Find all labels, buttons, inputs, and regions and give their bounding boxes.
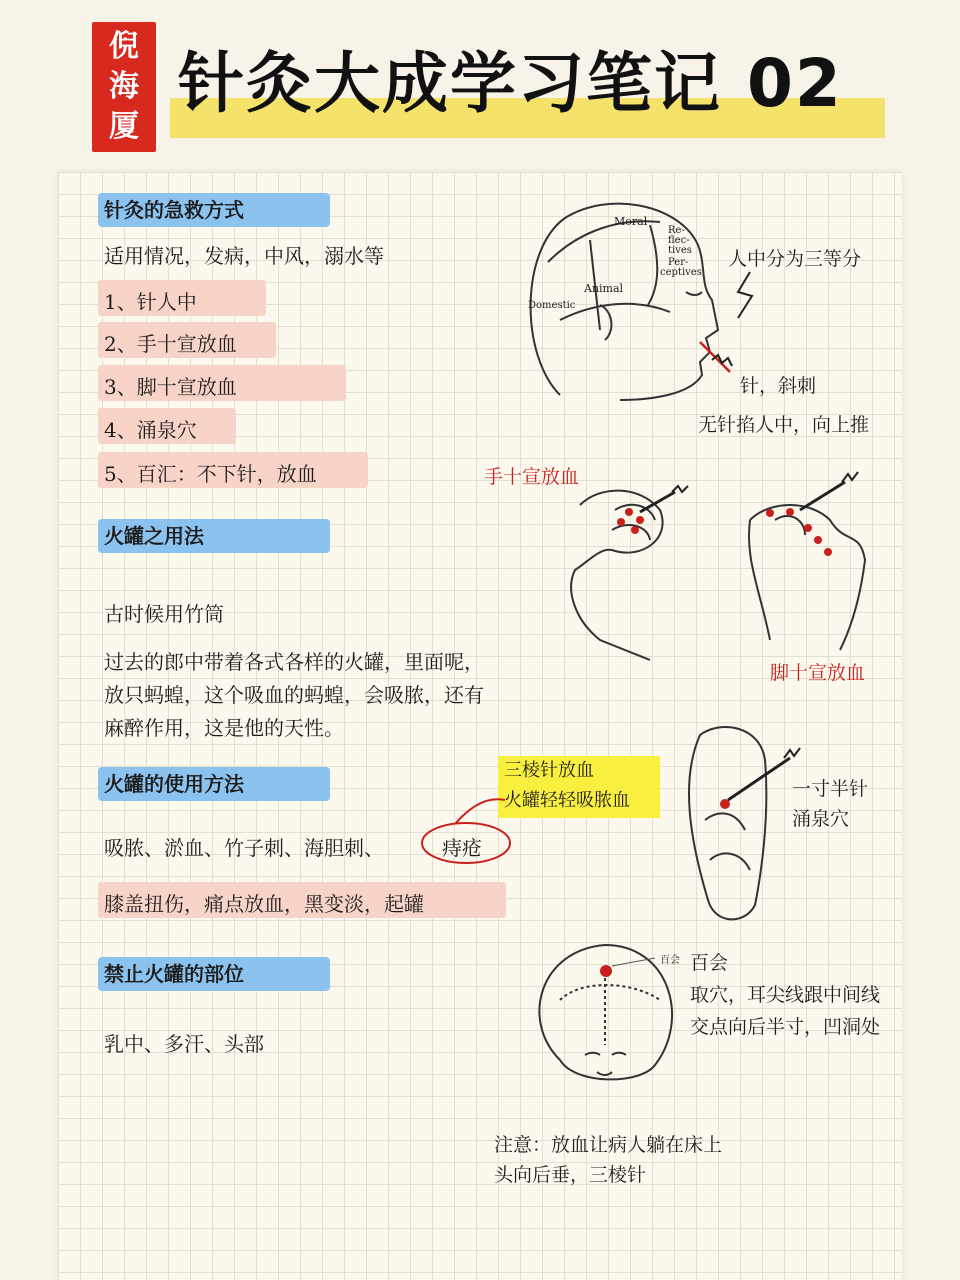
- pinch-note: 无针掐人中，向上推: [698, 414, 870, 436]
- head-label-tives: tives: [668, 245, 692, 256]
- foot-needle: [800, 482, 845, 510]
- baihui-desc-1: 取穴，耳尖线跟中间线: [690, 984, 881, 1006]
- lightning-mark: [738, 272, 752, 318]
- seal-char-3: 厦: [109, 109, 139, 144]
- renzhong-note: 人中分为三等分: [728, 248, 862, 270]
- cupping-para-line-2: 放只蚂蝗，这个吸血的蚂蝗，会吸脓，还有: [104, 683, 484, 707]
- baihui-leader: [612, 958, 655, 966]
- needle-note: 针，斜刺: [740, 375, 817, 397]
- head-label-domestic: Domestic: [528, 300, 576, 311]
- footer-note-line-1: 注意：放血让病人躺在床上: [494, 1134, 723, 1156]
- hand-bleed-label: 手十宣放血: [484, 466, 580, 488]
- knee-treatment: 膝盖扭伤，痛点放血，黑变淡，起罐: [104, 892, 424, 916]
- head-label-moral: Moral: [614, 215, 648, 228]
- first-aid-item-1: 1、针人中: [104, 290, 197, 314]
- head-label-ceptives: ceptives: [660, 267, 702, 278]
- baihui-label: 百会: [690, 952, 729, 974]
- cupping-para-line-3: 麻醉作用，这是他的天性。: [104, 716, 344, 740]
- first-aid-item-5: 5、百汇：不下针，放血: [104, 462, 317, 486]
- section-heading-cupping: 火罐之用法: [98, 519, 330, 553]
- yongquan-label: 涌泉穴: [792, 808, 850, 830]
- footer-note-line-2: 头向后垂，三棱针: [494, 1164, 647, 1186]
- head-label-flec: flec-: [668, 235, 690, 246]
- first-aid-item-4: 4、涌泉穴: [104, 418, 197, 442]
- hand-needle: [640, 492, 675, 512]
- head-label-per: Per-: [668, 257, 689, 268]
- head-label-re: Re-: [668, 225, 685, 236]
- toe-dots: [766, 508, 832, 556]
- seal-char-2: 海: [109, 69, 139, 104]
- hand-drawing: [571, 491, 662, 660]
- section-heading-forbidden: 禁止火罐的部位: [98, 957, 330, 991]
- baihui-small-label: 百会: [660, 955, 680, 966]
- first-aid-item-3: 3、脚十宣放血: [104, 375, 237, 399]
- page-title: 针灸大成学习笔记 02: [178, 45, 843, 122]
- cupping-uses: 吸脓、淤血、竹子刺、海胆刺、: [104, 836, 384, 860]
- circled-hemorrhoids: 痔疮: [442, 836, 482, 860]
- seal-char-1: 倪: [109, 29, 139, 64]
- cupping-history: 古时候用竹筒: [104, 602, 224, 626]
- section-heading-cupping-usage: 火罐的使用方法: [98, 767, 330, 801]
- sole-drawing: [689, 727, 766, 919]
- first-aid-intro: 适用情况，发病，中风，溺水等: [104, 244, 384, 268]
- baihui-desc-2: 交点向后半寸，凹洞处: [690, 1016, 881, 1038]
- foot-bleed-label: 脚十宣放血: [770, 662, 866, 684]
- forbidden-areas: 乳中、多汗、头部: [104, 1032, 264, 1056]
- section-heading-first-aid: 针灸的急救方式: [98, 193, 330, 227]
- note-line-2: 火罐轻轻吸脓血: [504, 790, 630, 811]
- first-aid-item-2: 2、手十宣放血: [104, 332, 237, 356]
- needle-length-label: 一寸半针: [792, 778, 869, 800]
- head-label-animal: Animal: [584, 282, 624, 295]
- sole-needle-coil: [784, 748, 800, 758]
- foot-needle-coil: [842, 472, 858, 482]
- highlight-circle: [422, 823, 510, 863]
- cupping-para-line-1: 过去的郎中带着各式各样的火罐，里面呢，: [104, 650, 484, 674]
- baihui-point: [600, 965, 612, 977]
- note-line-1: 三棱针放血: [504, 760, 594, 781]
- sole-needle: [728, 758, 790, 800]
- note-connector: [455, 799, 505, 824]
